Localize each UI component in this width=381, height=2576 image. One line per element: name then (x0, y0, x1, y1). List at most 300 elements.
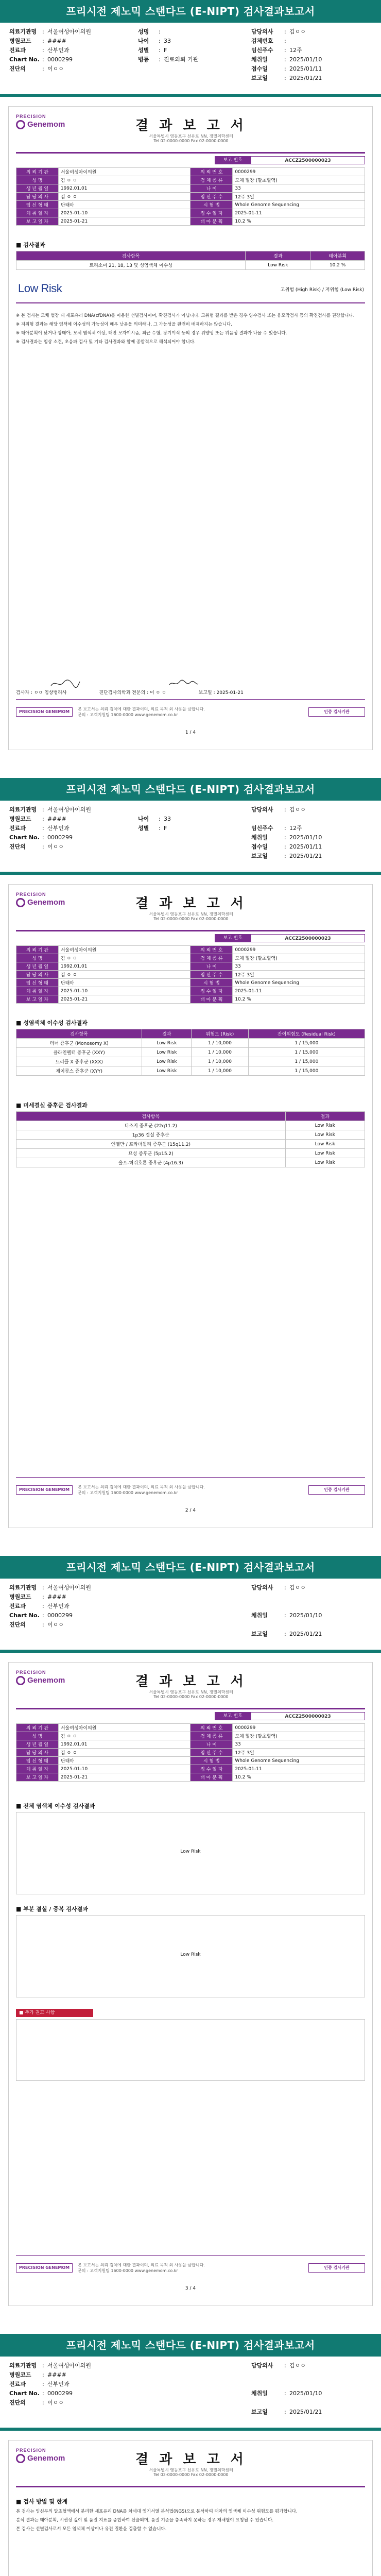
table-cell: 엔젤만 / 프라더윌리 증후군 (15q11.2) (16, 1140, 286, 1149)
value: 2025/01/10 (289, 1612, 322, 1619)
value: 김ㅇㅇ (289, 1584, 306, 1591)
label: 담당의사 (251, 28, 273, 35)
page-number: 1 / 4 (185, 730, 196, 735)
value: 산부인과 (47, 1603, 70, 1609)
note-line: 본 검사는 임신부의 말초혈액에서 분리한 세포유리 DNA를 차세대 염기서열 분석법(NGS)으로 분석하여 태아의 염색체 이수성 위험도를 평가합니다. (16, 2509, 298, 2514)
report-page-4 (0, 2334, 381, 2576)
label: 진료과 (9, 47, 26, 54)
info-value: 모체 혈장 (말초혈액) (233, 1732, 365, 1740)
value: 이ㅇㅇ (47, 843, 64, 850)
info-value: 2025-01-21 (58, 995, 190, 1004)
value: 2025/01/11 (289, 65, 322, 72)
table-cell: 1 / 15,000 (248, 1048, 365, 1057)
genemom-logo (16, 1670, 93, 1694)
footer-cert: 인증 검사기관 (308, 2263, 365, 2273)
label: 진단의 (9, 843, 26, 850)
recommendation-panel (16, 2019, 365, 2081)
microdeletion-table (16, 1111, 365, 1167)
info-label: 임 신 주 수 (190, 193, 233, 201)
info-value: 모체 혈장 (말초혈액) (233, 176, 365, 184)
table-cell: Low Risk (142, 1048, 192, 1057)
risk-legend: 고위험 (High Risk) / 저위험 (Low Risk) (280, 287, 364, 293)
info-value: 김 ㅇ ㅇ (58, 193, 190, 201)
document-address: 서울특별시 영등포구 선유로 NN, 정밀의학센터 (149, 1690, 233, 1694)
footer-line: 본 보고서는 의뢰 검체에 대한 결과이며, 의료 목적 외 사용을 금합니다. (78, 1485, 205, 1489)
value: 산부인과 (47, 825, 70, 832)
info-value: 1992.01.01 (58, 962, 190, 971)
divider (16, 1477, 365, 1478)
table-row (16, 1039, 365, 1048)
report-number: ACCZ2500000023 (251, 1712, 365, 1720)
note-line: ※ 검사결과는 임상 소견, 초음파 검사 및 기타 검사결과와 함께 종합적으로 해석되어야 합니다. (16, 340, 196, 345)
table-cell: 디조지 증후군 (22q11.2) (16, 1121, 286, 1130)
info-value: 2025-01-21 (58, 1773, 190, 1782)
footer (16, 704, 365, 720)
table-cell: 트리소미 21, 18, 13 및 성염색체 이수성 (16, 261, 246, 270)
info-value: 33 (233, 184, 365, 193)
value: 이ㅇㅇ (47, 65, 64, 72)
header-rule (16, 1708, 365, 1709)
info-label: 접 수 일 자 (190, 209, 233, 217)
signature-row (16, 689, 365, 696)
value: 2025/01/11 (289, 843, 322, 850)
footer-cert: 인증 검사기관 (308, 1485, 365, 1495)
value: 12주 (289, 47, 302, 54)
value: 김ㅇㅇ (289, 806, 306, 813)
header-rule (16, 152, 365, 154)
info-label: 생 년 월 일 (16, 184, 59, 193)
table-row (16, 193, 365, 201)
info-label: 보 고 일 자 (16, 1773, 59, 1782)
label: 임신주수 (251, 47, 273, 54)
page-title: 프리시전 제노믹 스탠다드 (E-NIPT) 검사결과보고서 (0, 778, 381, 801)
info-value: 김 ㅇ ㅇ (58, 971, 190, 979)
document-contact: Tel 02-0000-0000 Fax 02-0000-0000 (153, 917, 229, 921)
value: 2025/01/10 (289, 2390, 322, 2397)
info-value: 10.2 % (233, 217, 365, 226)
label: 성명 (138, 28, 149, 35)
report-number-label: 보고 번호 (215, 1712, 251, 1720)
column-header: 검사항목 (16, 1029, 142, 1039)
label: 담당의사 (251, 1584, 273, 1591)
value: 0000299 (47, 2390, 73, 2397)
table-cell: Low Risk (285, 1149, 365, 1158)
divider (0, 872, 381, 875)
page-number: 3 / 4 (185, 2286, 196, 2291)
sex-chromosome-table (16, 1029, 365, 1076)
table-cell: 울프-허쉬호른 증후군 (4p16.3) (16, 1158, 286, 1167)
report-page-3 (0, 1556, 381, 2334)
report-document (8, 106, 373, 750)
method-text (16, 2509, 365, 2535)
result-table (16, 251, 365, 270)
column-header: 결과 (246, 251, 310, 261)
genemom-logo (16, 114, 93, 139)
label: 보고일 (251, 75, 268, 81)
report-number-label: 보고 번호 (215, 934, 251, 942)
logo-mark-icon (16, 1676, 25, 1685)
note-line: 본 검사는 선별검사로서 모든 염색체 이상이나 유전 질환을 검출할 수 없습니다. (16, 2527, 167, 2532)
label: 나이 (138, 816, 149, 822)
report-page-1 (0, 0, 381, 778)
table-row (16, 1048, 365, 1057)
table-cell: Low Risk (285, 1121, 365, 1130)
table-row (16, 1158, 365, 1167)
info-value: 김 ㅇ ㅇ (58, 176, 190, 184)
table-header (16, 1029, 365, 1039)
label: 성별 (138, 47, 149, 54)
info-value: 12주 3일 (233, 1749, 365, 1757)
label: 의료기관명 (9, 806, 37, 813)
table-row (16, 1057, 365, 1066)
info-label: 임 신 형 태 (16, 201, 59, 209)
label: 채취일 (251, 56, 268, 63)
value: 김ㅇㅇ (289, 28, 306, 35)
info-value: 단태아 (58, 201, 190, 209)
info-label: 채 취 일 자 (16, 209, 59, 217)
info-label: 태 아 분 획 (190, 217, 233, 226)
footer (16, 1482, 365, 1498)
value: 서울여성아이의원 (47, 806, 92, 813)
value: #### (47, 816, 66, 822)
section-title: ■ 전체 염색체 이수성 검사결과 (16, 1803, 95, 1809)
report-header (16, 2448, 365, 2484)
report-number: ACCZ2500000023 (251, 156, 365, 164)
patient-info: 의료기관명 : 서울여성아이의원 병원코드 : #### 진료과 : 산부인과 Chart No. : 0000299 진단의 : 이ㅇㅇ 성명 : 나이 : 33 성별 : F 병동 : 진료의뢰 기관 담당의사 : 김ㅇㅇ 검체번호 : 임신주수 : 12주 채취일 : 2025/01/10 접수일 : 2025/01/11 보고일 : 2025/01/21 (9, 28, 322, 81)
info-value: 서울여성아이의원 (58, 168, 190, 176)
table-row (16, 176, 365, 184)
page-title: 프리시전 제노믹 스탠다드 (E-NIPT) 검사결과보고서 (0, 0, 381, 23)
info-label: 보 고 일 자 (16, 995, 59, 1004)
value: 2025/01/21 (289, 1631, 322, 1637)
info-label: 의 뢰 기 관 (16, 1724, 59, 1732)
table-row (16, 987, 365, 995)
column-header: 결과 (142, 1029, 192, 1039)
table-cell: Low Risk (142, 1057, 192, 1066)
logo-main (16, 120, 93, 129)
report-header (16, 892, 365, 928)
table-cell: 1p36 결실 증후군 (16, 1130, 286, 1140)
info-label: 채 취 일 자 (16, 987, 59, 995)
risk-result: Low Risk (18, 282, 62, 295)
document-contact: Tel 02-0000-0000 Fax 02-0000-0000 (153, 139, 229, 143)
document-contact: Tel 02-0000-0000 Fax 02-0000-0000 (153, 1694, 229, 1699)
logo-main (16, 898, 93, 907)
document-address: 서울특별시 영등포구 선유로 NN, 정밀의학센터 (149, 2468, 233, 2472)
info-value: 10.2 % (233, 995, 365, 1004)
table-row (16, 201, 365, 209)
label: 의료기관명 (9, 1584, 37, 1591)
table-row (16, 1140, 365, 1149)
table-cell: 클라인펠터 증후군 (XXY) (16, 1048, 142, 1057)
info-label: 성 명 (16, 176, 59, 184)
value: 산부인과 (47, 47, 70, 54)
table-row (16, 1130, 365, 1140)
label: 병원코드 (9, 2371, 31, 2378)
value: 12주 (289, 825, 302, 832)
info-label: 임 신 형 태 (16, 979, 59, 987)
table-row (16, 209, 365, 217)
info-value: Whole Genome Sequencing (233, 201, 365, 209)
divider (16, 699, 365, 700)
sample-info-table (16, 167, 365, 226)
sample-info-table (16, 1723, 365, 1782)
table-row (16, 1732, 365, 1740)
table-cell: 트리플 X 증후군 (XXX) (16, 1057, 142, 1066)
divider (0, 2428, 381, 2431)
value: F (164, 825, 167, 832)
logo-text: Genemom (27, 2454, 65, 2463)
footer-logo: PRECISION GENEMOM (16, 707, 73, 717)
document-address: 서울특별시 영등포구 선유로 NN, 정밀의학센터 (149, 912, 233, 917)
info-label: 담 당 의 사 (16, 193, 59, 201)
table-row (16, 1724, 365, 1732)
value: 2025/01/10 (289, 834, 322, 841)
info-value: 10.2 % (233, 1773, 365, 1782)
document-title: 결 과 보 고 서 (135, 2452, 247, 2467)
value: 서울여성아이의원 (47, 1584, 92, 1591)
report-document (8, 884, 373, 1528)
footer (16, 2260, 365, 2276)
info-label: 검 체 종 류 (190, 176, 233, 184)
logo-top-text: PRECISION (16, 892, 46, 897)
label: 담당의사 (251, 2362, 273, 2369)
value: 2025/01/21 (289, 2409, 322, 2415)
table-cell: 묘성 증후군 (5p15.2) (16, 1149, 286, 1158)
info-value: 2025-01-10 (58, 209, 190, 217)
label: 병원코드 (9, 1594, 31, 1600)
logo-text: Genemom (27, 898, 65, 907)
info-label: 시 험 법 (190, 979, 233, 987)
info-value: 서울여성아이의원 (58, 1724, 190, 1732)
info-value: 서울여성아이의원 (58, 946, 190, 954)
divider (16, 2255, 365, 2256)
value: 0000299 (47, 1612, 73, 1619)
label: 성별 (138, 825, 149, 832)
value: 서울여성아이의원 (47, 28, 92, 35)
genemom-logo (16, 2448, 93, 2472)
info-label: 시 험 법 (190, 1757, 233, 1765)
note-line: ※ 태아분획이 낮거나 쌍태아, 모체 염색체 이상, 태반 모자이시즘, 최근 수혈, 장기이식 등의 경우 위양성 또는 위음성 결과가 나올 수 있습니다. (16, 331, 287, 336)
signature-mark (50, 679, 81, 689)
document-contact: Tel 02-0000-0000 Fax 02-0000-0000 (153, 2472, 229, 2477)
value: 산부인과 (47, 2381, 70, 2387)
label: 채취일 (251, 1612, 268, 1619)
label: 진단의 (9, 65, 26, 72)
info-value: 김 ㅇ ㅇ (58, 954, 190, 962)
info-value: 33 (233, 962, 365, 971)
report-header (16, 114, 365, 150)
footer-logo: PRECISION GENEMOM (16, 2263, 73, 2273)
sign-date: 보고일 : 2025-01-21 (198, 690, 244, 696)
label: 담당의사 (251, 806, 273, 813)
info-value: 0000299 (233, 946, 365, 954)
report-document (8, 1662, 373, 2306)
sample-info-table (16, 945, 365, 1004)
value: 2025/01/21 (289, 853, 322, 859)
label: 나이 (138, 38, 149, 44)
label: 보고일 (251, 1631, 268, 1637)
column-header: 위험도 (Risk) (192, 1029, 249, 1039)
info-label: 의 뢰 번 호 (190, 1724, 233, 1732)
result-value: Low Risk (180, 1849, 201, 1854)
logo-main (16, 2454, 93, 2463)
label: 검체번호 (251, 38, 273, 44)
value: 0000299 (47, 834, 73, 841)
info-value: 0000299 (233, 1724, 365, 1732)
info-value: 2025-01-10 (58, 987, 190, 995)
pathologist: 진단검사의학과 전문의 : 이 ㅇ ㅇ (99, 690, 166, 696)
label: 임신주수 (251, 825, 273, 832)
report-document (8, 2440, 373, 2576)
info-value: Whole Genome Sequencing (233, 1757, 365, 1765)
note-line: 분석 결과는 태아분획, 시퀀싱 깊이 및 품질 지표를 종합하여 산출되며, 품질 기준을 충족하지 못하는 경우 재채혈이 요청될 수 있습니다. (16, 2518, 274, 2523)
table-cell: 1 / 10,000 (192, 1057, 249, 1066)
info-label: 나 이 (190, 962, 233, 971)
report-page-2 (0, 778, 381, 1556)
table-cell: 제이콥스 증후군 (XYY) (16, 1066, 142, 1076)
section-title: ■ 성염색체 이수성 검사결과 (16, 1020, 88, 1026)
table-cell: Low Risk (142, 1039, 192, 1048)
logo-mark-icon (16, 898, 25, 907)
label: 진료과 (9, 1603, 26, 1609)
label: Chart No. (9, 834, 40, 841)
page-title: 프리시전 제노믹 스탠다드 (E-NIPT) 검사결과보고서 (0, 1556, 381, 1579)
info-label: 의 뢰 번 호 (190, 168, 233, 176)
column-header: 태아분획 (310, 251, 365, 261)
label: 채취일 (251, 834, 268, 841)
document-title: 결 과 보 고 서 (135, 118, 247, 133)
report-header (16, 1670, 365, 1706)
info-label: 임 신 주 수 (190, 971, 233, 979)
info-label: 의 뢰 기 관 (16, 946, 59, 954)
value: 2025/01/21 (289, 75, 322, 81)
info-label: 의 뢰 번 호 (190, 946, 233, 954)
table-cell: 1 / 15,000 (248, 1066, 365, 1076)
label: 의료기관명 (9, 28, 37, 35)
info-label: 임 신 주 수 (190, 1749, 233, 1757)
label: Chart No. (9, 2390, 40, 2397)
report-number: ACCZ2500000023 (251, 934, 365, 942)
value: 이ㅇㅇ (47, 2399, 64, 2406)
info-value: 2025-01-11 (233, 209, 365, 217)
table-cell: Low Risk (285, 1140, 365, 1149)
logo-text: Genemom (27, 120, 65, 129)
value: F (164, 47, 167, 54)
table-cell: Low Risk (246, 261, 310, 270)
table-row (16, 962, 365, 971)
info-label: 검 체 종 류 (190, 954, 233, 962)
table-row (16, 1749, 365, 1757)
value: #### (47, 2371, 66, 2378)
column-header: 잔여위험도 (Residual Risk) (248, 1029, 365, 1039)
info-label: 보 고 일 자 (16, 217, 59, 226)
info-label: 채 취 일 자 (16, 1765, 59, 1773)
patient-info: 의료기관명 : 서울여성아이의원 병원코드 : #### 진료과 : 산부인과 Chart No. : 0000299 진단의 : 이ㅇㅇ 담당의사 : 김ㅇㅇ 채취일 : 2025/01/10 보고일 : 2025/01/21 (9, 2362, 322, 2415)
info-value: 2025-01-11 (233, 1765, 365, 1773)
value: 이ㅇㅇ (47, 1621, 64, 1628)
section-title: ■ 부분 결실 / 중복 검사결과 (16, 1906, 88, 1912)
label: 병원코드 (9, 816, 31, 822)
table-row (16, 1773, 365, 1782)
info-label: 태 아 분 획 (190, 1773, 233, 1782)
section-title: ■ 검사결과 (16, 242, 45, 248)
value: 김ㅇㅇ (289, 2362, 306, 2369)
header-rule (16, 2486, 365, 2487)
value: 2025/01/10 (289, 56, 322, 63)
info-value: 김 ㅇ ㅇ (58, 1749, 190, 1757)
footer-cert: 인증 검사기관 (308, 707, 365, 717)
label: 의료기관명 (9, 2362, 37, 2369)
label: 보고일 (251, 2409, 268, 2415)
table-cell: 터너 증후군 (Monosomy X) (16, 1039, 142, 1048)
table-cell: 10.2 % (310, 261, 365, 270)
table-row (16, 1757, 365, 1765)
info-label: 검 체 종 류 (190, 1732, 233, 1740)
info-label: 접 수 일 자 (190, 1765, 233, 1773)
section-title: ■ 미세결실 증후군 검사결과 (16, 1102, 88, 1109)
footer-line: 본 보고서는 의뢰 검체에 대한 결과이며, 의료 목적 외 사용을 금합니다. (78, 2263, 205, 2267)
label: 진단의 (9, 2399, 26, 2406)
info-label: 임 신 형 태 (16, 1757, 59, 1765)
patient-info: 의료기관명 : 서울여성아이의원 병원코드 : #### 진료과 : 산부인과 Chart No. : 0000299 진단의 : 이ㅇㅇ 담당의사 : 김ㅇㅇ 채취일 : 2025/01/10 보고일 : 2025/01/21 (9, 1584, 322, 1637)
footer-line: 문의 : 고객지원팀 1600-0000 www.genemom.co.kr (78, 1490, 178, 1495)
info-value: 0000299 (233, 168, 365, 176)
column-header: 검사항목 (16, 251, 246, 261)
value: 0000299 (47, 56, 73, 63)
value: 서울여성아이의원 (47, 2362, 92, 2369)
label: Chart No. (9, 1612, 40, 1619)
table-header (16, 251, 365, 261)
table-row (16, 1149, 365, 1158)
info-value: 2025-01-21 (58, 217, 190, 226)
note-line: ※ 본 검사는 모체 혈장 내 세포유리 DNA(cfDNA)를 이용한 선별검사이며, 확진검사가 아닙니다. 고위험 결과를 받은 경우 양수검사 또는 융모막검사 등의 확진검사를 권장합니다. (16, 313, 355, 318)
info-value: 12주 3일 (233, 193, 365, 201)
info-value: 1992.01.01 (58, 184, 190, 193)
table-row (16, 1066, 365, 1076)
page-number: 2 / 4 (185, 1508, 196, 1513)
logo-mark-icon (16, 120, 25, 129)
table-row (16, 971, 365, 979)
info-value: 2025-01-11 (233, 987, 365, 995)
divider (0, 94, 381, 97)
label: 병동 (138, 56, 149, 63)
info-value: 김 ㅇ ㅇ (58, 1732, 190, 1740)
info-label: 나 이 (190, 184, 233, 193)
table-cell: 1 / 10,000 (192, 1066, 249, 1076)
table-cell: 1 / 10,000 (192, 1048, 249, 1057)
table-cell: 1 / 15,000 (248, 1057, 365, 1066)
footer-text (78, 706, 304, 718)
logo-top-text: PRECISION (16, 1670, 46, 1675)
table-row (16, 1121, 365, 1130)
table-row (16, 946, 365, 954)
tester: 검사자 : ㅇㅇ 임상병리사 (16, 690, 67, 696)
info-label: 생 년 월 일 (16, 1740, 59, 1749)
value: #### (47, 1594, 66, 1600)
info-label: 접 수 일 자 (190, 987, 233, 995)
table-row (16, 954, 365, 962)
document-title: 결 과 보 고 서 (135, 1674, 247, 1689)
label: 진료과 (9, 2381, 26, 2387)
footer-line: 문의 : 고객지원팀 1600-0000 www.genemom.co.kr (78, 713, 178, 717)
footer-line: 문의 : 고객지원팀 1600-0000 www.genemom.co.kr (78, 2268, 178, 2273)
table-cell: Low Risk (285, 1130, 365, 1140)
footer-line: 본 보고서는 의뢰 검체에 대한 결과이며, 의료 목적 외 사용을 금합니다. (78, 707, 205, 711)
table-cell: 1 / 10,000 (192, 1039, 249, 1048)
note-line: ※ 저위험 결과는 해당 염색체 이수성의 가능성이 매우 낮음을 의미하나, 그 가능성을 완전히 배제하지는 않습니다. (16, 322, 232, 327)
document-address: 서울특별시 영등포구 선유로 NN, 정밀의학센터 (149, 134, 233, 139)
